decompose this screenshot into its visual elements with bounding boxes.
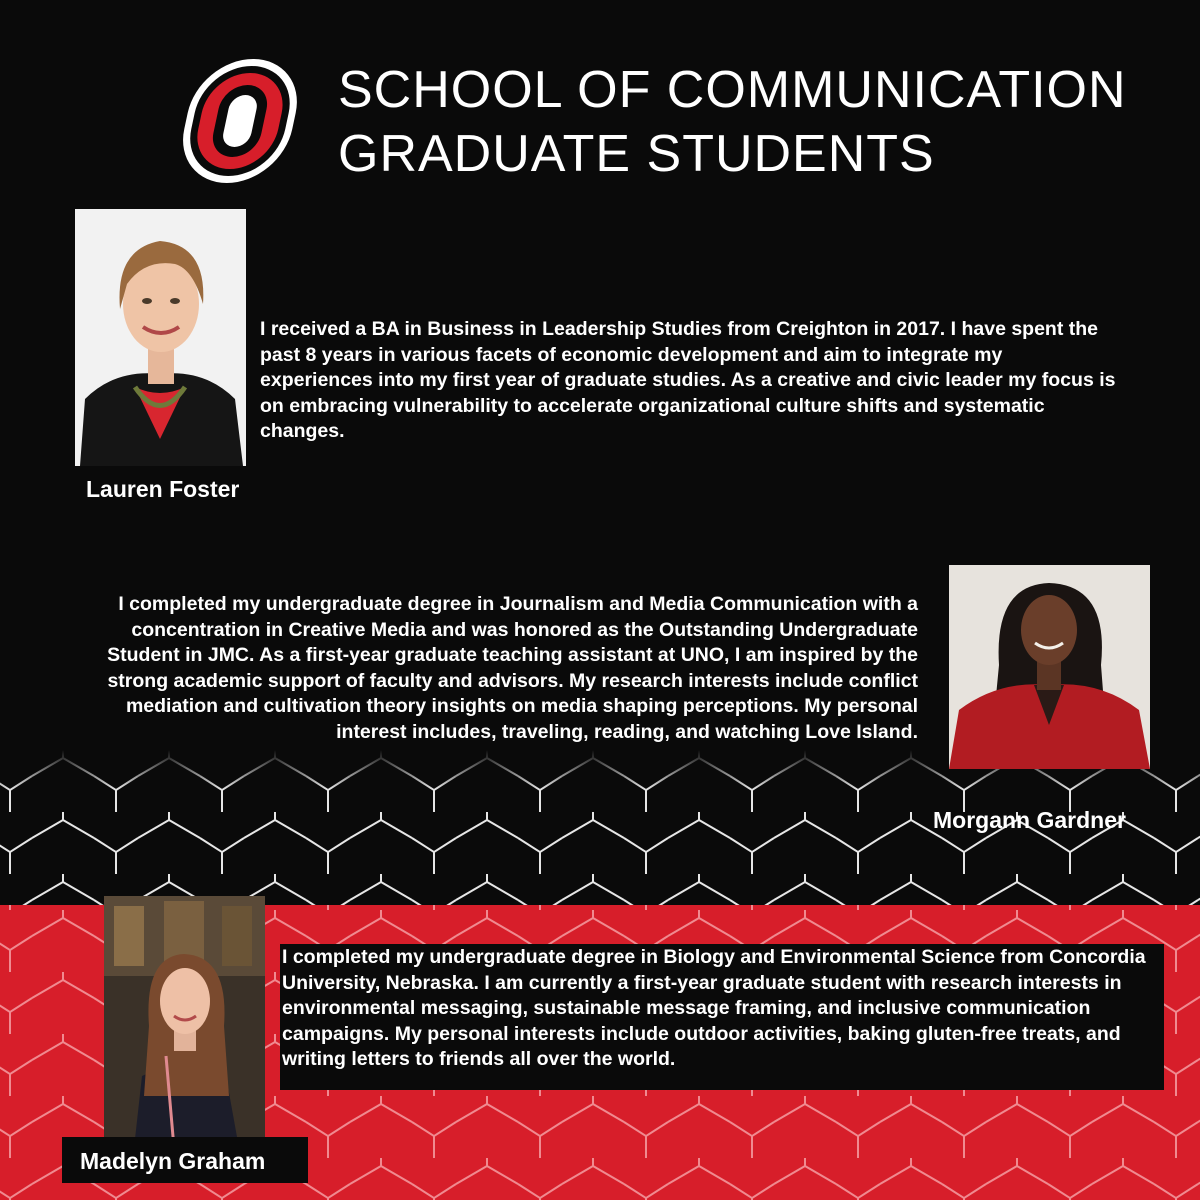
page-title — [338, 58, 1127, 186]
photo-madelyn-graham — [104, 896, 265, 1148]
title-line-1: SCHOOL OF COMMUNICATION — [338, 61, 1127, 119]
student-bio-box-madelyn-graham — [280, 944, 1164, 1090]
student-bio-lauren-foster: I received a BA in Business in Leadership Studies from Creighton in 2017. I have spent the past 8 years in various facets of economic development and aim to integrate my experiences into my first year of graduate studies. As a creative and civic leader my focus is on embracing vulnerability to accelerate organizational culture shifts and systematic changes. — [260, 318, 1116, 442]
student-bio-morgann-gardner: I completed my undergraduate degree in Journalism and Media Communication with a concentration in Creative Media and was honored as the Outstanding Undergraduate Student in JMC. As a first-year graduate teaching assistant at UNO, I am inspired by the strong academic support of faculty and advisors. My research interests include conflict mediation and cultivation theory insights on media shaping perceptions. My personal interest includes, traveling, reading, and watching Love Island. — [107, 593, 918, 743]
student-name-morgann-gardner: Morgann Gardner — [933, 807, 1126, 833]
title-line-2: GRADUATE STUDENTS — [338, 125, 935, 183]
uno-o-logo-icon — [176, 55, 308, 187]
student-bio-madelyn-graham: I completed my undergraduate degree in Biology and Environmental Science from Concordia University, Nebraska. I am currently a first-year graduate student with research interests in environmental messaging, sustainable message framing, and inclusive communication campaigns. My personal interests include outdoor activities, baking gluten-free treats, and writing letters to friends all over the world. — [282, 946, 1146, 1070]
photo-lauren-foster — [75, 209, 246, 466]
student-name-madelyn-graham: Madelyn Graham — [80, 1148, 266, 1174]
student-namebox-madelyn-graham — [62, 1137, 308, 1183]
student-name-lauren-foster: Lauren Foster — [86, 476, 240, 502]
photo-morgann-gardner — [949, 565, 1150, 769]
